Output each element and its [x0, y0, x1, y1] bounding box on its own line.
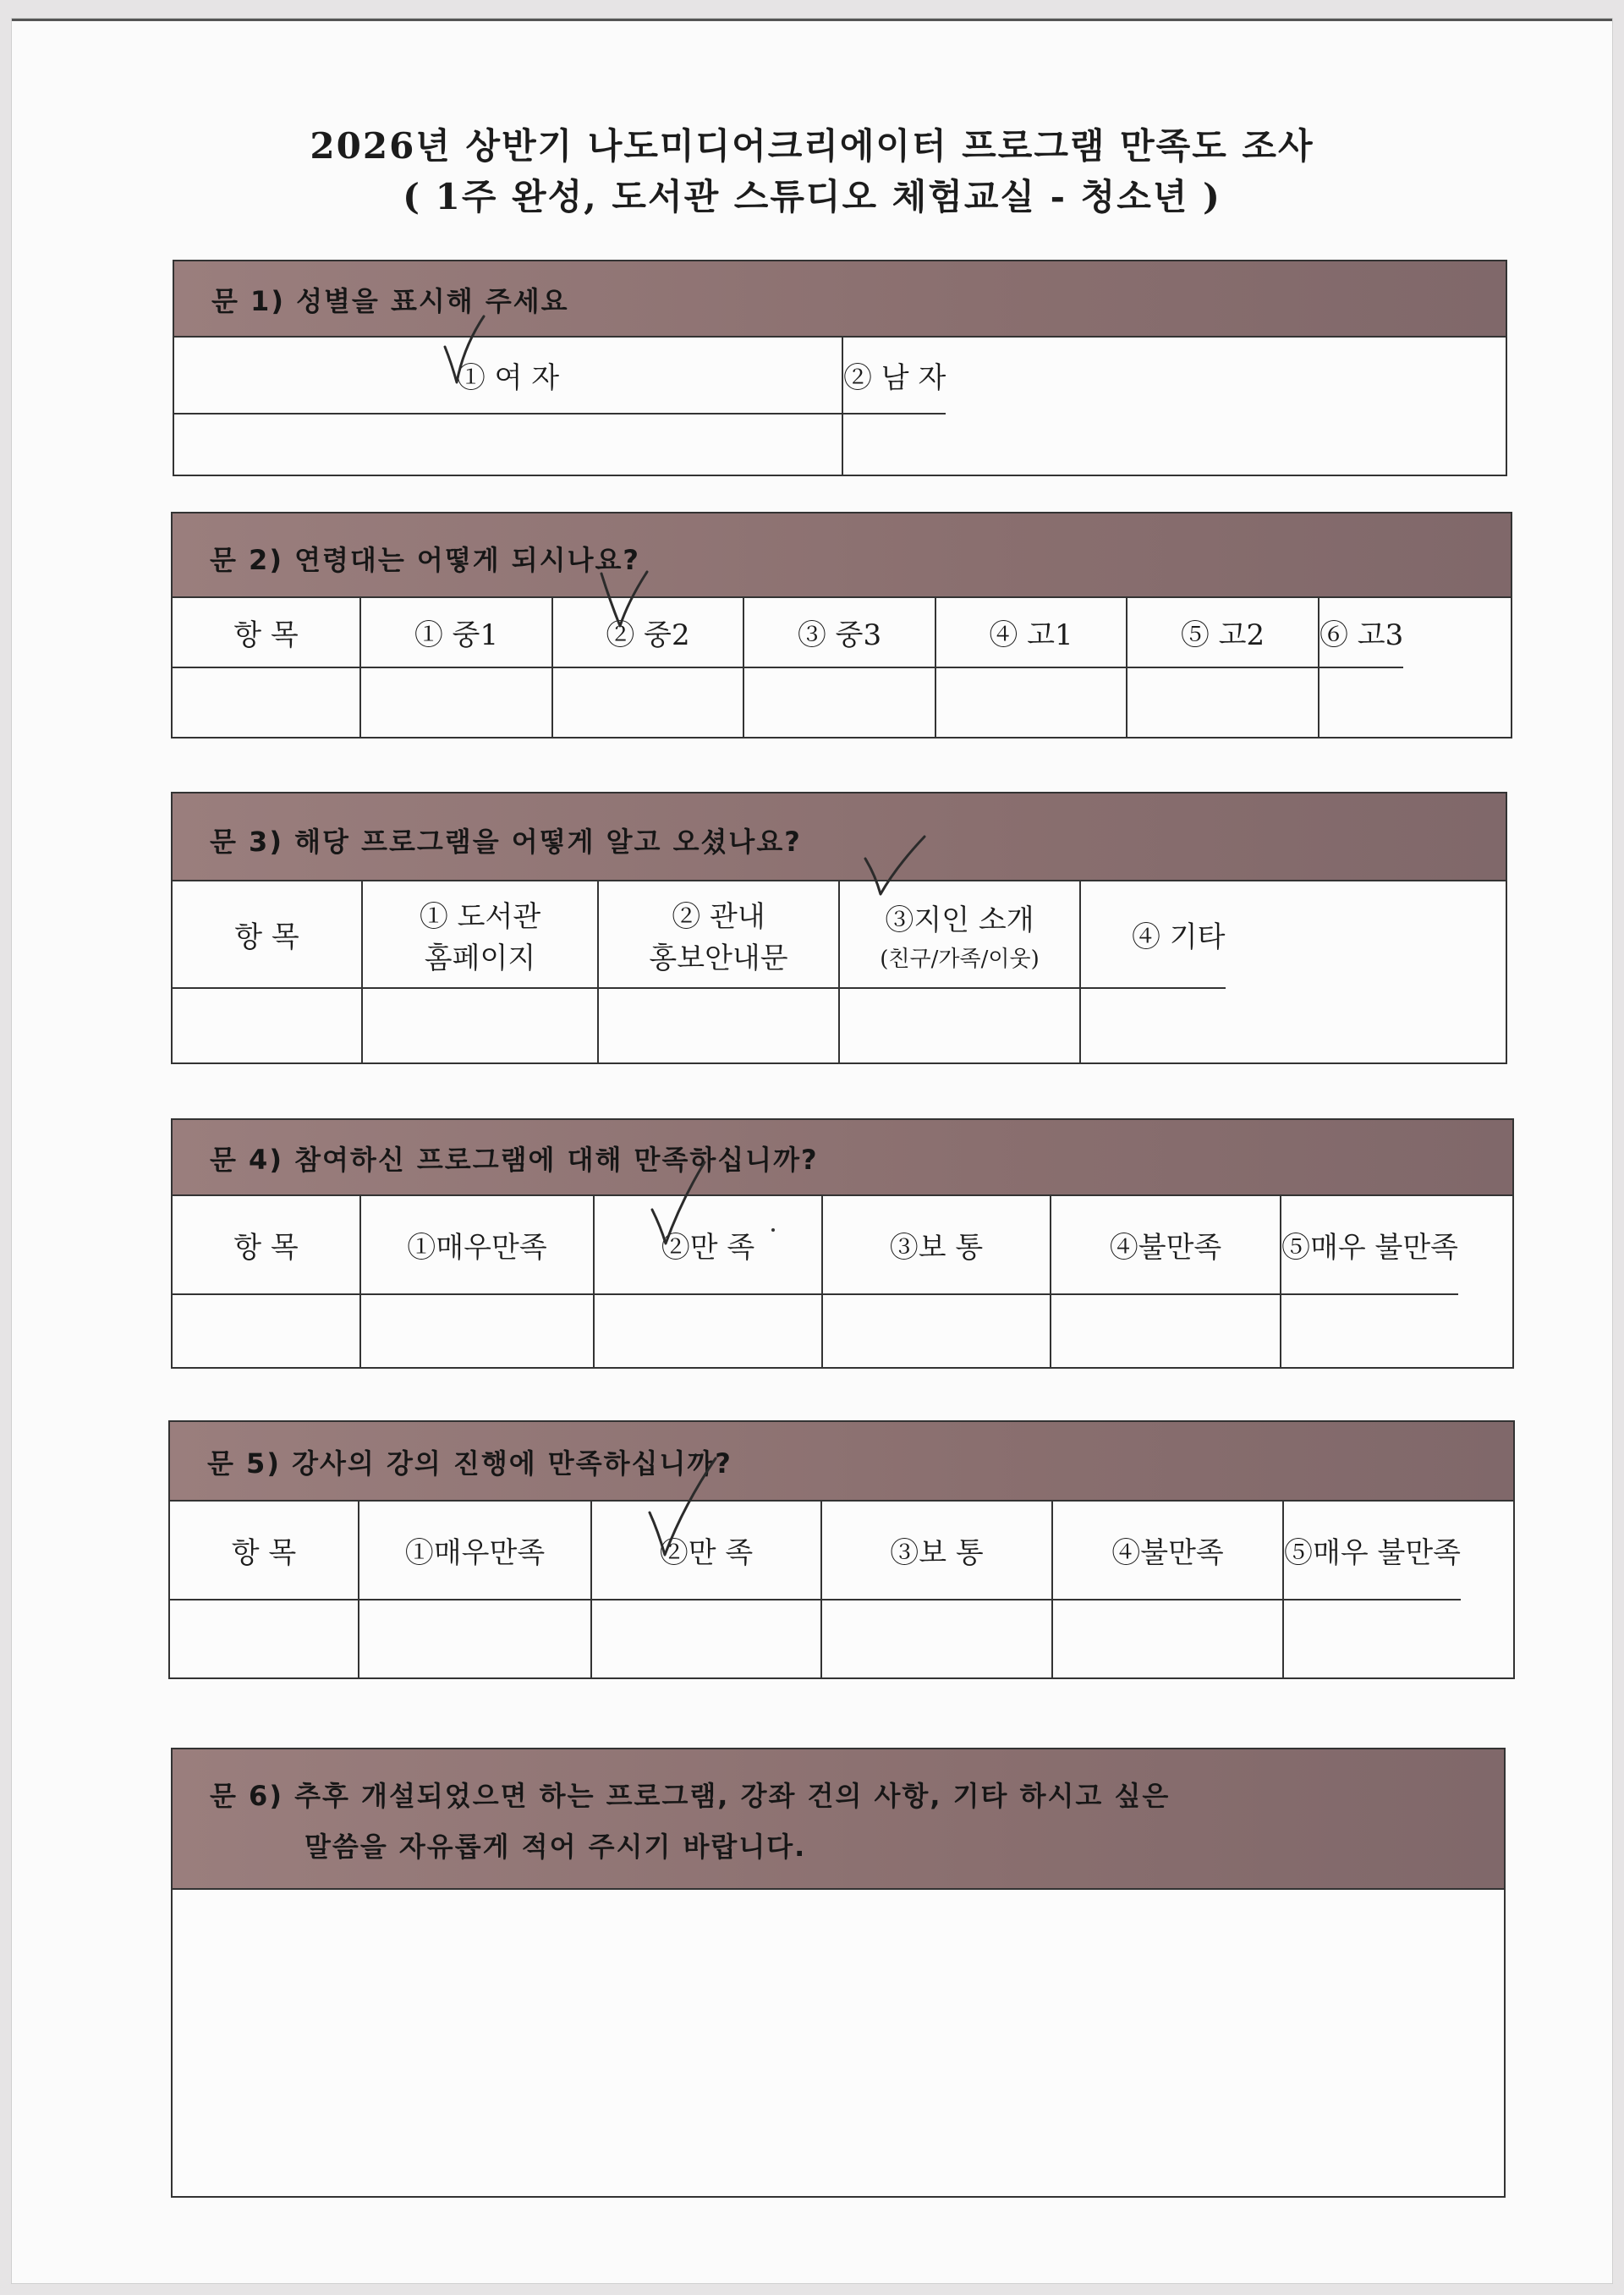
- q3-row-label: 항 목: [173, 881, 362, 988]
- q5-answer-cell[interactable]: [591, 1600, 821, 1677]
- q3-option-other-line1: ④ 기타: [1132, 920, 1226, 954]
- q4-answer-cell[interactable]: [594, 1294, 822, 1367]
- question-1-table: [174, 338, 946, 475]
- q5-answer-cell[interactable]: [821, 1600, 1052, 1677]
- question-5-table: [170, 1502, 1461, 1677]
- question-5-section: [168, 1420, 1515, 1679]
- q2-answer-cell[interactable]: [1319, 667, 1403, 737]
- question-2-header: [173, 513, 1511, 598]
- q4-answer-cell[interactable]: [360, 1294, 594, 1367]
- q3-option-flyer-line1: ② 관내: [672, 899, 765, 934]
- q4-answer-label: [173, 1294, 360, 1367]
- q3-answer-cell[interactable]: [362, 988, 598, 1062]
- q2-option-middle3[interactable]: ③ 중3: [743, 598, 935, 667]
- question-4-header: [173, 1120, 1512, 1196]
- q1-answer-female[interactable]: [174, 414, 842, 475]
- q4-row-label: 항 목: [173, 1196, 360, 1294]
- q3-option-homepage-line1: ① 도서관: [419, 899, 541, 934]
- q2-answer-label: [173, 667, 360, 737]
- q2-answer-cell[interactable]: [360, 667, 552, 737]
- question-3-header: [173, 793, 1506, 881]
- question-1-section: [173, 260, 1507, 476]
- q3-answer-cell[interactable]: [1080, 988, 1226, 1062]
- q3-option-homepage[interactable]: [362, 881, 598, 988]
- survey-title: 2026년 상반기 나도미디어크리에이터 프로그램 만족도 조사: [310, 125, 1314, 167]
- q3-answer-cell[interactable]: [839, 988, 1080, 1062]
- q1-answer-male[interactable]: [842, 414, 946, 475]
- q5-option-very-satisfied[interactable]: ①매우만족: [359, 1502, 591, 1600]
- question-5-header: [170, 1422, 1513, 1502]
- q3-option-referral[interactable]: [839, 881, 1080, 988]
- q5-answer-cell[interactable]: [1283, 1600, 1461, 1677]
- q4-answer-cell[interactable]: [1281, 1294, 1458, 1367]
- question-1-text: 문 1) 성별을 표시해 주세요: [211, 285, 569, 317]
- q5-row-label: 항 목: [170, 1502, 359, 1600]
- question-2-table: [173, 598, 1403, 737]
- q6-free-answer-area[interactable]: [173, 1890, 1504, 2196]
- q3-answer-label: [173, 988, 362, 1062]
- q4-option-satisfied[interactable]: ②만 족: [594, 1196, 822, 1294]
- question-2-section: [171, 512, 1512, 738]
- q2-answer-cell[interactable]: [1127, 667, 1319, 737]
- q3-option-flyer[interactable]: [598, 881, 839, 988]
- survey-subtitle: ( 1주 완성, 도서관 스튜디오 체험교실 - 청소년 ): [403, 176, 1221, 217]
- q2-option-middle1[interactable]: ① 중1: [360, 598, 552, 667]
- question-5-text: 문 5) 강사의 강의 진행에 만족하십니까?: [207, 1447, 732, 1480]
- q2-answer-cell[interactable]: [743, 667, 935, 737]
- q1-option-male[interactable]: ② 남 자: [842, 338, 946, 414]
- q3-option-referral-line1: ③지인 소개: [885, 903, 1034, 937]
- q5-option-very-dissatisfied[interactable]: ⑤매우 불만족: [1283, 1502, 1461, 1600]
- q3-option-referral-line2: (친구/가족/이웃): [880, 946, 1040, 972]
- q5-option-satisfied[interactable]: ②만 족: [591, 1502, 821, 1600]
- q4-option-neutral[interactable]: ③보 통: [822, 1196, 1051, 1294]
- q5-option-neutral[interactable]: ③보 통: [821, 1502, 1052, 1600]
- q3-option-homepage-line2: 홈페이지: [424, 941, 536, 975]
- q4-answer-cell[interactable]: [1051, 1294, 1281, 1367]
- q5-answer-cell[interactable]: [359, 1600, 591, 1677]
- q3-answer-cell[interactable]: [598, 988, 839, 1062]
- q2-option-middle2[interactable]: ② 중2: [552, 598, 743, 667]
- q1-option-female[interactable]: ① 여 자: [174, 338, 842, 414]
- q2-option-high2[interactable]: ⑤ 고2: [1127, 598, 1319, 667]
- question-4-table: [173, 1196, 1458, 1367]
- question-1-header: [174, 261, 1506, 338]
- question-3-text: 문 3) 해당 프로그램을 어떻게 알고 오셨나요?: [210, 826, 802, 858]
- question-6-header: [173, 1749, 1504, 1890]
- question-3-section: [171, 792, 1507, 1064]
- question-6-text-line2: 말씀을 자유롭게 적어 주시기 바랍니다.: [304, 1831, 807, 1863]
- q2-row-label: 항 목: [173, 598, 360, 667]
- q4-option-very-dissatisfied[interactable]: ⑤매우 불만족: [1281, 1196, 1458, 1294]
- question-6-text-line1: 문 6) 추후 개설되었으면 하는 프로그램, 강좌 건의 사항, 기타 하시고 싶은: [210, 1780, 1171, 1812]
- q2-answer-cell[interactable]: [552, 667, 743, 737]
- q4-answer-cell[interactable]: [822, 1294, 1051, 1367]
- q4-option-very-satisfied[interactable]: ①매우만족: [360, 1196, 594, 1294]
- question-2-text: 문 2) 연령대는 어떻게 되시나요?: [210, 544, 640, 576]
- q2-answer-cell[interactable]: [935, 667, 1127, 737]
- question-4-section: [171, 1118, 1514, 1369]
- pen-dot: [771, 1228, 775, 1232]
- q5-answer-label: [170, 1600, 359, 1677]
- q3-option-other[interactable]: [1080, 881, 1226, 988]
- q2-option-high3[interactable]: ⑥ 고3: [1319, 598, 1403, 667]
- q5-option-dissatisfied[interactable]: ④불만족: [1052, 1502, 1283, 1600]
- q5-answer-cell[interactable]: [1052, 1600, 1283, 1677]
- q3-option-flyer-line2: 홍보안내문: [649, 941, 788, 975]
- question-4-text: 문 4) 참여하신 프로그램에 대해 만족하십니까?: [210, 1144, 819, 1176]
- q2-option-high1[interactable]: ④ 고1: [935, 598, 1127, 667]
- q4-option-dissatisfied[interactable]: ④불만족: [1051, 1196, 1281, 1294]
- question-3-table: [173, 881, 1226, 1062]
- question-6-section: [171, 1748, 1506, 2198]
